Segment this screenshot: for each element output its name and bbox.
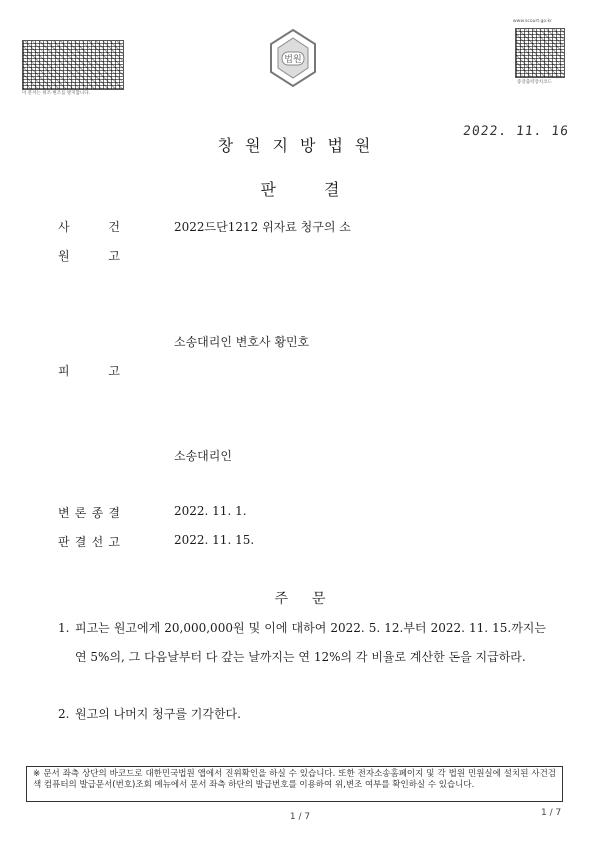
qr-code [515,28,565,78]
order-heading: 주문 [274,591,350,607]
seal-text: 법원 [284,55,302,65]
closing-label-char-2: 론 [74,506,87,520]
defendant-attorney: 소송대리인 [174,449,232,463]
case-value: 2022드단1212 위자료 청구의 소 [174,220,351,234]
case-label-char-2: 건 [108,220,120,234]
case-label-char-1: 사 [58,220,70,234]
closing-date: 2022. 11. 1. [174,504,247,518]
ruling-label-char-1: 판 [58,535,70,549]
defendant-label [58,362,120,379]
closing-label [58,504,120,521]
plaintiff-label-char-2: 고 [108,249,120,263]
order-item-number: 1. [58,621,70,635]
order-item-text: 피고는 원고에게 20,000,000원 및 이에 대하여 2022. 5. 12.부터 2022. 11. 15.까지는 연 5%의, 그 다음날부터 다 갚는 날까지는 연 12%의 각 비율로 계산한 돈을 지급하라. [75,621,546,664]
defendant-label-char-1: 피 [58,364,70,378]
barcode-caption: 이 문서는 위조·변조를 방지합니다. [22,91,91,96]
plaintiff-label-char-1: 원 [58,249,70,263]
ruling-label-char-4: 고 [108,535,120,549]
closing-label-char-3: 종 [91,506,104,520]
page-number-corner: 1 / 7 [541,808,562,818]
order-item-number: 2. [58,707,70,721]
document-type: 판결 [260,180,388,199]
page-number: 1 / 7 [289,812,311,822]
plaintiff-label [58,247,120,264]
order-item [58,700,241,729]
court-url: www.scourt.go.kr [513,19,552,24]
ruling-label-char-2: 결 [74,535,87,549]
ruling-date: 2022. 11. 15. [174,533,255,547]
case-label [58,218,120,235]
ruling-label [58,533,120,550]
order-item [58,614,546,672]
order-item-text: 원고의 나머지 청구를 기각한다. [75,707,241,721]
closing-label-char-4: 결 [108,506,120,520]
closing-label-char-1: 변 [58,506,70,520]
defendant-label-char-2: 고 [108,364,120,378]
verification-notice: ※ 문서 좌측 상단의 바코드로 대한민국법원 앱에서 진위확인을 하실 수 있습니다. 또한 전자소송홈페이지 및 각 법원 민원실에 설치된 사건검색 컴퓨터의 발급문서(번호)조회 메뉴에서 문서 좌측 하단의 발급번호를 이용하여 위,변조 여부를 확인하실 수 있습니다. [26,766,563,802]
ruling-label-char-3: 선 [91,535,104,549]
qr-caption: 증강출력장치코드 [517,80,552,85]
plaintiff-attorney: 소송대리인 변호사 황민호 [174,335,310,349]
court-seal-icon [265,28,321,90]
court-name: 창원지방법원 [217,136,383,155]
handwritten-received-date: 2022. 11. 16 [462,124,570,139]
verification-barcode [22,40,124,90]
